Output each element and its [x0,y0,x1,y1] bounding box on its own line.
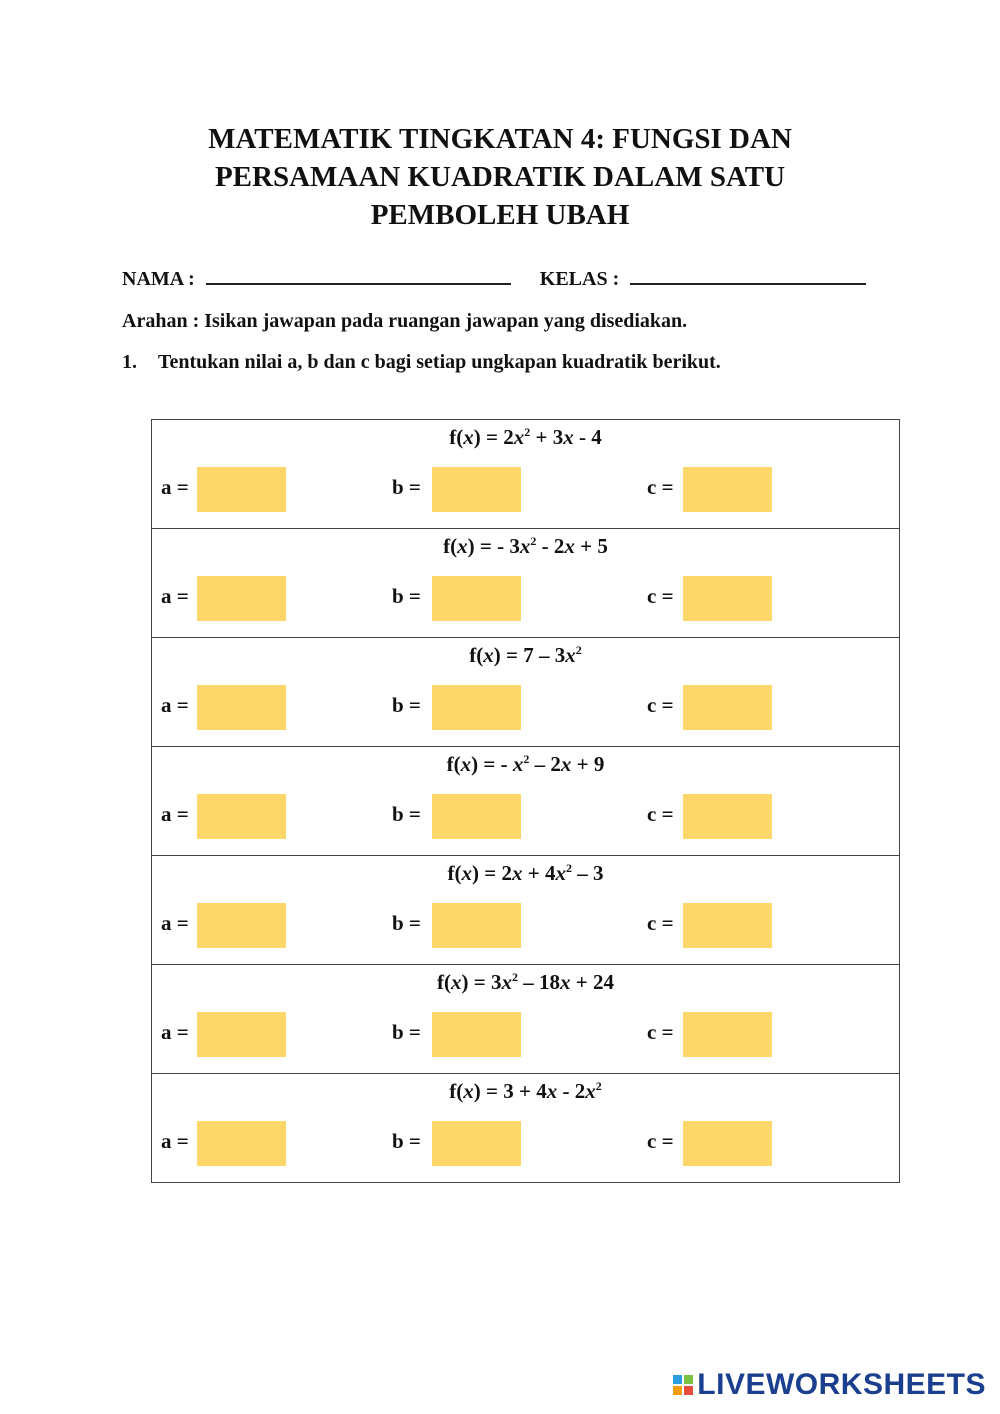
equation-row [152,638,899,747]
answer-b-input[interactable] [432,576,521,621]
label-b: b = [392,911,421,935]
answer-table [151,419,900,1183]
equation-row [152,856,899,965]
label-c: c = [647,475,674,499]
answer-b-input[interactable] [432,1121,521,1166]
answer-b-input[interactable] [432,903,521,948]
label-b: b = [392,693,421,717]
answer-c-input[interactable] [683,794,772,839]
equation-text: f(x) = - $3x^2 - 2x + 5$ [443,534,608,558]
question-text: Tentukan nilai a, b dan c bagi setiap ungkapan kuadratik berikut. [158,351,721,373]
kelas-label: KELAS : [539,268,620,290]
equation-row [152,529,899,638]
instructions: Arahan : Isikan jawapan pada ruangan jawapan yang disediakan. [122,310,688,332]
label-a: a = [161,475,189,499]
label-b: b = [392,475,421,499]
title-line-1: MATEMATIK TINGKATAN 4: FUNGSI DAN [208,123,792,155]
equation-row [152,965,899,1074]
answer-a-input[interactable] [197,794,286,839]
label-c: c = [647,584,674,608]
label-a: a = [161,911,189,935]
label-c: c = [647,1020,674,1044]
label-a: a = [161,693,189,717]
equation-text: $f(x) = 2x^2 + 3x - 4$ [449,425,602,449]
answer-a-input[interactable] [197,1012,286,1057]
kelas-blank [630,265,866,285]
label-a: a = [161,584,189,608]
label-a: a = [161,802,189,826]
label-c: c = [647,1129,674,1153]
answer-c-input[interactable] [683,685,772,730]
label-b: b = [392,1129,421,1153]
answer-b-input[interactable] [432,794,521,839]
label-a: a = [161,1020,189,1044]
worksheet-title [0,120,1000,234]
equation-text: $f(x) = 3x^2 - 18x + 24$ [437,970,614,994]
answer-b-input[interactable] [432,467,521,512]
label-c: c = [647,693,674,717]
equation-text: $f(x) = 3 + 4x - 2x^2$ [449,1079,602,1103]
question-number: 1. [122,351,137,373]
question-1 [122,351,721,374]
equation-row [152,1074,899,1183]
answer-a-input[interactable] [197,903,286,948]
title-line-3: PEMBOLEH UBAH [370,199,630,231]
equation-text: $f(x) = 7 - 3x^2$ [469,643,582,667]
logo-mark-icon [673,1375,693,1395]
label-b: b = [392,584,421,608]
label-b: b = [392,802,421,826]
liveworksheets-logo [673,1368,986,1402]
answer-c-input[interactable] [683,467,772,512]
name-class-row [122,265,866,291]
logo-text: LIVEWORKSHEETS [697,1368,986,1401]
answer-c-input[interactable] [683,1121,772,1166]
answer-c-input[interactable] [683,903,772,948]
label-c: c = [647,802,674,826]
label-b: b = [392,1020,421,1044]
title-line-2: PERSAMAAN KUADRATIK DALAM SATU [214,161,786,193]
answer-a-input[interactable] [197,576,286,621]
equation-text: f(x) = - $x^2 - 2x + 9$ [446,752,605,776]
nama-label: NAMA : [122,268,195,290]
label-c: c = [647,911,674,935]
answer-b-input[interactable] [432,685,521,730]
answer-a-input[interactable] [197,467,286,512]
answer-a-input[interactable] [197,1121,286,1166]
equation-row [152,747,899,856]
nama-blank [206,265,511,285]
equation-row [152,420,899,529]
answer-b-input[interactable] [432,1012,521,1057]
equation-text: $f(x) = 2x + 4x^2 - 3$ [447,861,604,885]
answer-c-input[interactable] [683,576,772,621]
label-a: a = [161,1129,189,1153]
answer-a-input[interactable] [197,685,286,730]
answer-c-input[interactable] [683,1012,772,1057]
